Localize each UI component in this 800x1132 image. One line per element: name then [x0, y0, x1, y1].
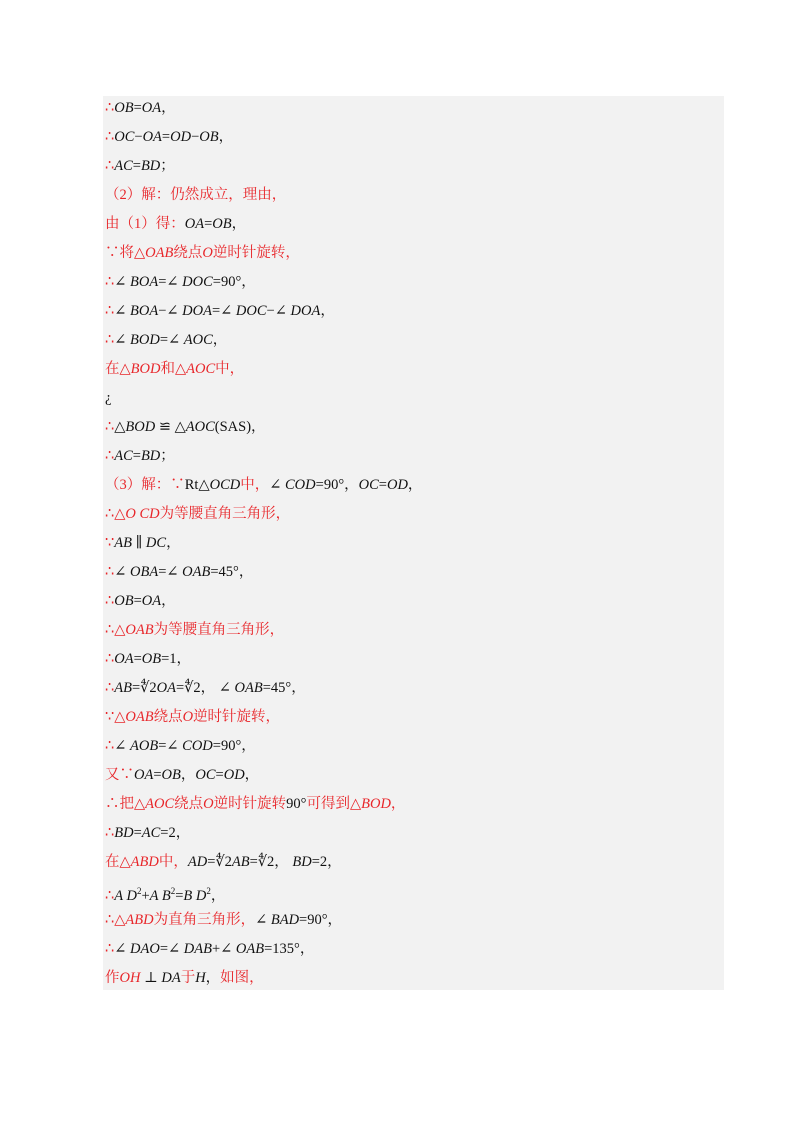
text-segment: ∴	[105, 593, 115, 609]
text-segment: 于	[180, 970, 196, 986]
text-segment: AOC	[185, 419, 215, 435]
text-segment: ，	[231, 216, 247, 232]
text-segment: H	[195, 970, 206, 986]
text-segment: ∴	[105, 941, 115, 957]
text-segment: OA	[114, 651, 134, 667]
text-segment: =	[133, 651, 142, 667]
solution-line	[105, 532, 181, 554]
text-segment: ≌ △	[155, 419, 186, 435]
text-segment: ∴	[105, 419, 115, 435]
text-segment: ；	[160, 448, 175, 464]
text-segment: BOD	[361, 796, 391, 812]
text-segment: =	[204, 216, 213, 232]
text-segment: ，	[390, 796, 406, 812]
text-segment: ∴	[105, 825, 115, 841]
text-segment: −∠	[158, 303, 183, 319]
text-segment: O	[202, 245, 213, 261]
text-segment: BOD	[125, 419, 156, 435]
text-segment: 逆时针旋转	[213, 796, 287, 812]
text-segment: OB	[199, 129, 219, 145]
text-segment: OAB	[235, 941, 265, 957]
text-segment: =45°，	[262, 680, 306, 696]
solution-line	[105, 300, 335, 322]
superscript: 2	[206, 886, 211, 896]
text-segment: 作	[105, 970, 120, 986]
text-segment: 为等腰直角三角形，	[153, 622, 285, 638]
text-segment: BOA	[130, 274, 159, 290]
text-segment: ，	[407, 477, 423, 493]
text-segment: =135°，	[264, 941, 315, 957]
text-segment: (SAS)，	[214, 419, 266, 435]
text-segment: DOA	[182, 303, 212, 319]
text-segment: AB	[231, 854, 250, 870]
text-segment: ；	[160, 158, 175, 174]
text-segment: O	[182, 709, 194, 725]
solution-line	[105, 735, 256, 757]
text-segment: OA	[141, 100, 162, 116]
text-segment: =	[161, 129, 171, 145]
text-segment: BOD	[130, 361, 161, 377]
text-segment: =∠	[211, 303, 236, 319]
text-segment: ∥	[131, 535, 146, 551]
solution-line	[105, 822, 190, 844]
solution-line	[105, 126, 233, 148]
text-segment: AB	[114, 535, 132, 551]
solution-line	[105, 851, 342, 873]
text-segment: 中，	[158, 854, 188, 870]
solution-line	[105, 677, 306, 699]
solution-line	[105, 938, 314, 960]
text-segment: =45°，	[210, 564, 254, 580]
solution-line	[105, 967, 264, 989]
text-segment: 在△	[105, 854, 131, 870]
text-segment: OA	[134, 767, 154, 783]
text-segment: ，	[210, 888, 226, 904]
text-segment: ，	[205, 970, 221, 986]
text-segment: =	[133, 825, 142, 841]
text-segment: 90°	[286, 796, 307, 812]
text-segment: ，	[320, 303, 335, 319]
text-segment: ∠	[114, 564, 131, 580]
text-segment: OAB	[125, 709, 154, 725]
text-segment: Rt△	[184, 477, 210, 493]
text-segment: ∠	[114, 303, 131, 319]
text-segment: 可得到△	[306, 796, 362, 812]
text-segment: BAD	[270, 912, 300, 928]
text-segment: ∴	[105, 100, 115, 116]
text-segment: COD	[182, 738, 213, 754]
text-segment: （2）解：仍然成立，理由，	[105, 187, 287, 203]
text-segment: OAB	[125, 622, 154, 638]
text-segment: △	[114, 419, 126, 435]
text-segment: OH	[119, 970, 141, 986]
text-segment: ∴	[105, 680, 115, 696]
text-segment: +∠	[211, 941, 236, 957]
text-segment: DOA	[290, 303, 321, 319]
solution-line	[105, 97, 176, 119]
text-segment: ，	[161, 100, 176, 116]
text-segment: OC	[114, 129, 135, 145]
text-segment: ∵将△	[105, 245, 146, 261]
solution-line	[105, 416, 266, 438]
text-segment: ∴△	[105, 622, 126, 638]
text-segment: ∴	[105, 651, 115, 667]
text-segment: OC	[358, 477, 379, 493]
text-segment: ∴△	[105, 912, 126, 928]
text-segment: OB	[212, 216, 232, 232]
text-segment: ∴	[105, 158, 115, 174]
text-segment: =90°，	[299, 912, 343, 928]
superscript: 2	[170, 886, 176, 896]
text-segment: =	[153, 767, 162, 783]
text-segment: −∠	[266, 303, 291, 319]
text-segment: =90°，	[212, 274, 256, 290]
text-segment: DAB	[183, 941, 212, 957]
solution-line	[105, 764, 259, 786]
superscript: 2	[136, 886, 142, 896]
text-segment: DOC	[182, 274, 213, 290]
text-segment: =∠	[159, 941, 184, 957]
text-segment: =2，	[311, 854, 342, 870]
solution-line	[105, 155, 175, 177]
text-segment: =∜2，	[175, 680, 216, 696]
text-segment: =	[133, 100, 142, 116]
text-segment: DC	[145, 535, 167, 551]
text-segment: 和△	[160, 361, 187, 377]
text-segment: BD	[114, 825, 134, 841]
text-segment: ∴	[105, 888, 115, 904]
text-segment: ∵△	[105, 709, 126, 725]
text-segment: OA	[184, 216, 205, 232]
text-segment: ∠	[114, 738, 131, 754]
text-segment: AC	[141, 825, 161, 841]
text-segment: 由（1）得：	[105, 216, 185, 232]
text-segment: ∠	[215, 680, 235, 696]
text-segment: OA	[156, 680, 176, 696]
text-segment: ∠	[114, 274, 131, 290]
text-segment: COD	[285, 477, 316, 493]
text-segment: =∜2	[207, 854, 232, 870]
text-segment: ∠	[255, 912, 271, 928]
text-segment: 如图，	[220, 970, 264, 986]
text-segment: O	[203, 796, 214, 812]
text-segment: =∠	[158, 564, 183, 580]
text-segment: ∴△	[105, 506, 126, 522]
text-segment: ∠	[114, 332, 131, 348]
text-segment: =	[133, 593, 142, 609]
solution-line	[105, 358, 244, 380]
text-segment: ∴	[105, 564, 115, 580]
text-segment: 逆时针旋转，	[212, 245, 300, 261]
text-segment: OA	[141, 593, 162, 609]
text-segment: OAB	[234, 680, 263, 696]
solution-line	[105, 648, 191, 670]
text-segment: AC	[114, 158, 133, 174]
text-segment: ∠	[114, 941, 131, 957]
text-segment: AC	[114, 448, 133, 464]
text-segment: ，	[244, 767, 260, 783]
text-segment: =2，	[160, 825, 191, 841]
text-segment: AOC	[186, 361, 216, 377]
text-segment: ABD	[130, 854, 159, 870]
text-segment: −	[134, 129, 143, 145]
text-segment: BD	[288, 854, 312, 870]
text-segment: O CD	[125, 506, 160, 522]
text-segment: OAB	[182, 564, 211, 580]
text-segment: A D	[114, 888, 137, 904]
text-segment: =∠	[159, 332, 184, 348]
solution-line	[105, 184, 286, 206]
solution-line	[105, 213, 246, 235]
text-segment: 绕点	[173, 245, 203, 261]
solution-line	[105, 387, 111, 409]
text-segment: ∴	[105, 738, 115, 754]
text-segment: AD	[187, 854, 208, 870]
text-segment: =90°，	[212, 738, 256, 754]
text-segment: 中，	[240, 477, 270, 493]
text-segment: BD	[140, 158, 161, 174]
text-segment: BOD	[130, 332, 160, 348]
text-segment: OA	[142, 129, 162, 145]
text-segment: AOC	[183, 332, 213, 348]
text-segment: ∵	[105, 535, 115, 551]
text-segment: DOC	[235, 303, 267, 319]
text-segment: OCD	[209, 477, 241, 493]
text-segment: AOB	[130, 738, 159, 754]
text-segment: ∴	[105, 274, 115, 290]
solution-line	[105, 880, 225, 902]
text-segment: 中，	[215, 361, 245, 377]
text-segment: DAO	[130, 941, 160, 957]
text-segment: ∴	[105, 332, 115, 348]
solution-line	[105, 590, 176, 612]
text-segment: ，	[166, 535, 181, 551]
text-segment: ∴	[105, 448, 115, 464]
text-segment: =	[215, 767, 224, 783]
text-segment: =	[378, 477, 387, 493]
text-segment: ∴	[105, 303, 115, 319]
text-segment: −	[191, 129, 200, 145]
text-segment: =∜2	[131, 680, 157, 696]
text-segment: BOA	[130, 303, 159, 319]
text-segment: OD	[170, 129, 192, 145]
text-segment: B D	[183, 888, 207, 904]
solution-line	[105, 329, 227, 351]
solution-line	[105, 706, 280, 728]
text-segment: （3）解：∵	[105, 477, 185, 493]
solution-line	[105, 619, 284, 641]
solution-line	[105, 271, 256, 293]
text-segment: ，	[161, 593, 176, 609]
text-segment: 逆时针旋转，	[193, 709, 281, 725]
text-segment: =	[132, 448, 141, 464]
text-segment: 为直角三角形，	[153, 912, 256, 928]
text-segment: 在△	[105, 361, 131, 377]
text-segment: ∴	[105, 129, 115, 145]
text-segment: OB	[161, 767, 181, 783]
solution-line	[105, 909, 342, 931]
text-segment: 绕点	[174, 796, 204, 812]
text-segment: DA	[161, 970, 181, 986]
solution-line	[105, 561, 253, 583]
text-segment: ⊥	[140, 970, 162, 986]
text-segment: OB	[114, 100, 134, 116]
solution-line	[105, 793, 405, 815]
text-segment: =∠	[158, 274, 183, 290]
text-segment: ∠	[269, 477, 286, 493]
text-segment: OBA	[130, 564, 159, 580]
text-segment: 为等腰直角三角形，	[159, 506, 291, 522]
solution-line	[105, 242, 300, 264]
solution-line	[105, 474, 422, 496]
text-segment: AB	[114, 680, 132, 696]
text-segment: 又∵	[105, 767, 134, 783]
text-segment: OB	[114, 593, 134, 609]
text-segment: A B	[149, 888, 171, 904]
text-segment: OB	[141, 651, 162, 667]
text-segment: ，	[218, 129, 234, 145]
solution-line	[105, 445, 175, 467]
text-segment: =90°，	[315, 477, 359, 493]
text-segment: ，	[180, 767, 196, 783]
text-segment: =1，	[161, 651, 192, 667]
text-segment: ，	[212, 332, 228, 348]
text-segment: BD	[140, 448, 161, 464]
text-segment: AOC	[145, 796, 175, 812]
text-segment: OC	[195, 767, 216, 783]
text-segment: OD	[223, 767, 245, 783]
text-segment: ABD	[125, 912, 154, 928]
text-segment: +	[141, 888, 150, 904]
text-segment: ¿	[105, 390, 112, 406]
text-segment: ∴把△	[105, 796, 146, 812]
text-segment: =∜2，	[249, 854, 289, 870]
text-segment: =	[175, 888, 184, 904]
text-segment: OAB	[145, 245, 174, 261]
text-segment: OD	[386, 477, 408, 493]
text-segment: =	[132, 158, 141, 174]
solution-line	[105, 503, 290, 525]
text-segment: 绕点	[153, 709, 183, 725]
text-segment: =∠	[158, 738, 183, 754]
